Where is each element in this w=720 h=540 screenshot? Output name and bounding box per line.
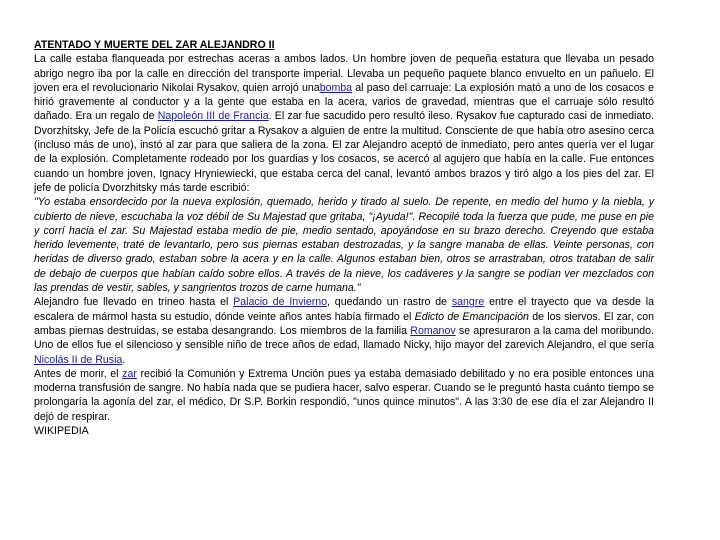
paragraph-winter-palace-text-c: entre el trayecto que va desde la escalera de mármol hasta su estudio, dónde veinte años antes había firmado el [34,296,654,323]
paragraph-death-text-b: recibió la Comunión y Extrema Unción pues ya estaba demasiado debilitado y no era posible entonces una moderna transfusión de sangre. No había nada que se pudiera hacer, salvo esperar. Cuando se le preguntó hasta cuánto tiempo se prolongaría la agonía del zar, el médico, Dr S.P. Borkin respondió, "unos quince minutos". A las 3:30 de ese día el zar Alejandro II dejó de respirar. [34,367,654,423]
link-romanov[interactable]: Romanov [410,324,456,337]
link-palacio-de-invierno[interactable]: Palacio de Invierno [233,296,328,309]
article-title: ATENTADO Y MUERTE DEL ZAR ALEJANDRO II [34,39,275,51]
link-sangre[interactable]: sangre [451,296,485,309]
paragraph-attack-text-c: . El zar fue sacudido pero resultó ileso. Rysakov fue capturado casi de inmediato. Dvorzhitsky, Jefe de la Policía escuchó gritar a Rysakov a alguien de entre la multitud. Consciente de que había otro asesino cerca (incluso más de uno), instó al zar para que saliera de la zona. El zar Alejandro aceptó de inmediato, pero antes quería ver el lugar de la explosión. Completamente rodeado por los guardias y los cosacos, se acercó al agujero que había en la calle. Fue entonces cuando un hombre joven, Ignacy Hryniewiecki, que estaba cerca del canal, levantó ambos brazos y tiró algo a los pies del zar. El jefe de policía Dvorzhitsky más tarde escribió: [34,110,655,194]
paragraph-winter-palace [34,295,654,366]
paragraph-winter-palace-text-d: de los siervos. El zar, con ambas piernas destruidas, se estaba desangrando. Los miembros de la familia [34,310,655,337]
paragraph-death-text-a: Antes de morir, el [34,367,123,380]
paragraph-attack-text-a: La calle estaba flanqueada por estrechas aceras a ambos lados. Un hombre joven de pequeña estatura que llevaba un pesado abrigo negro iba por la calle en dirección del transporte imperial. Llevaba un pequeño paquete blanco envuelto en un pañuelo. El joven era el revolucionario Nikolai Rysakov, quien arrojó una [34,53,654,94]
link-bomba[interactable]: bomba [319,81,353,94]
paragraph-attack [34,52,654,195]
source-label: WIKIPEDIA [34,425,89,438]
dvorzhitsky-quote: "Yo estaba ensordecido por la nueva explosión, quemado, herido y tirado al suelo. De repente, en medio del humo y la niebla, y cubierto de nieve, escuchaba la voz débil de Su Majestad que gritaba, "¡Ayuda!". Recopilé toda la fuerza que pude, me puse en pie y corrí hacia el zar. Su Majestad estaba medio de pie, medio sentado, apoyándose en su brazo derecho. Creyendo que estaba herido levemente, traté de levantarlo, pero sus piernas estaban destrozadas, y la sangre manaba de ellas. Veinte personas, con heridas de diverso grado, estaban sobre la acera y en la calle. Algunos estaban bien, otros se arrastraban, otros trataban de salir de debajo de cuerpos que habían caído sobre ellos. A través de la nieve, los cadáveres y la sangre se podían ver mezclados con las prendas de vestir, sables, y sangrientos trozos de carne humana." [34,196,654,295]
edicto-emancipacion: Edicto de Emancipación [414,310,529,323]
link-napoleon-iii[interactable]: Napoleón III de Francia [157,110,269,123]
paragraph-attack-text-b: al paso del carruaje: La explosión mató a uno de los cosacos e hirió gravemente al conductor y a la gente que estaba en la acera, varios de gravedad, mientras que el carruaje sólo resultó dañado. Era un regalo de [34,81,654,123]
link-zar[interactable]: zar [122,367,137,380]
link-nicolas-ii[interactable]: Nicolás II de Rusia [34,353,123,366]
paragraph-winter-palace-text-e: se apresuraron a la cama del moribundo. Uno de ellos fue el silencioso y sensible niño de trece años de edad, llamado Nicky, hijo mayor del zarevich Alejandro, el que sería [34,324,654,352]
paragraph-winter-palace-text-a: Alejandro fue llevado en trineo hasta el [34,296,234,309]
paragraph-winter-palace-text-f: . [122,353,126,366]
paragraph-winter-palace-text-b: , quedando un rastro de [327,296,452,309]
article [34,38,654,438]
paragraph-death [34,367,654,424]
